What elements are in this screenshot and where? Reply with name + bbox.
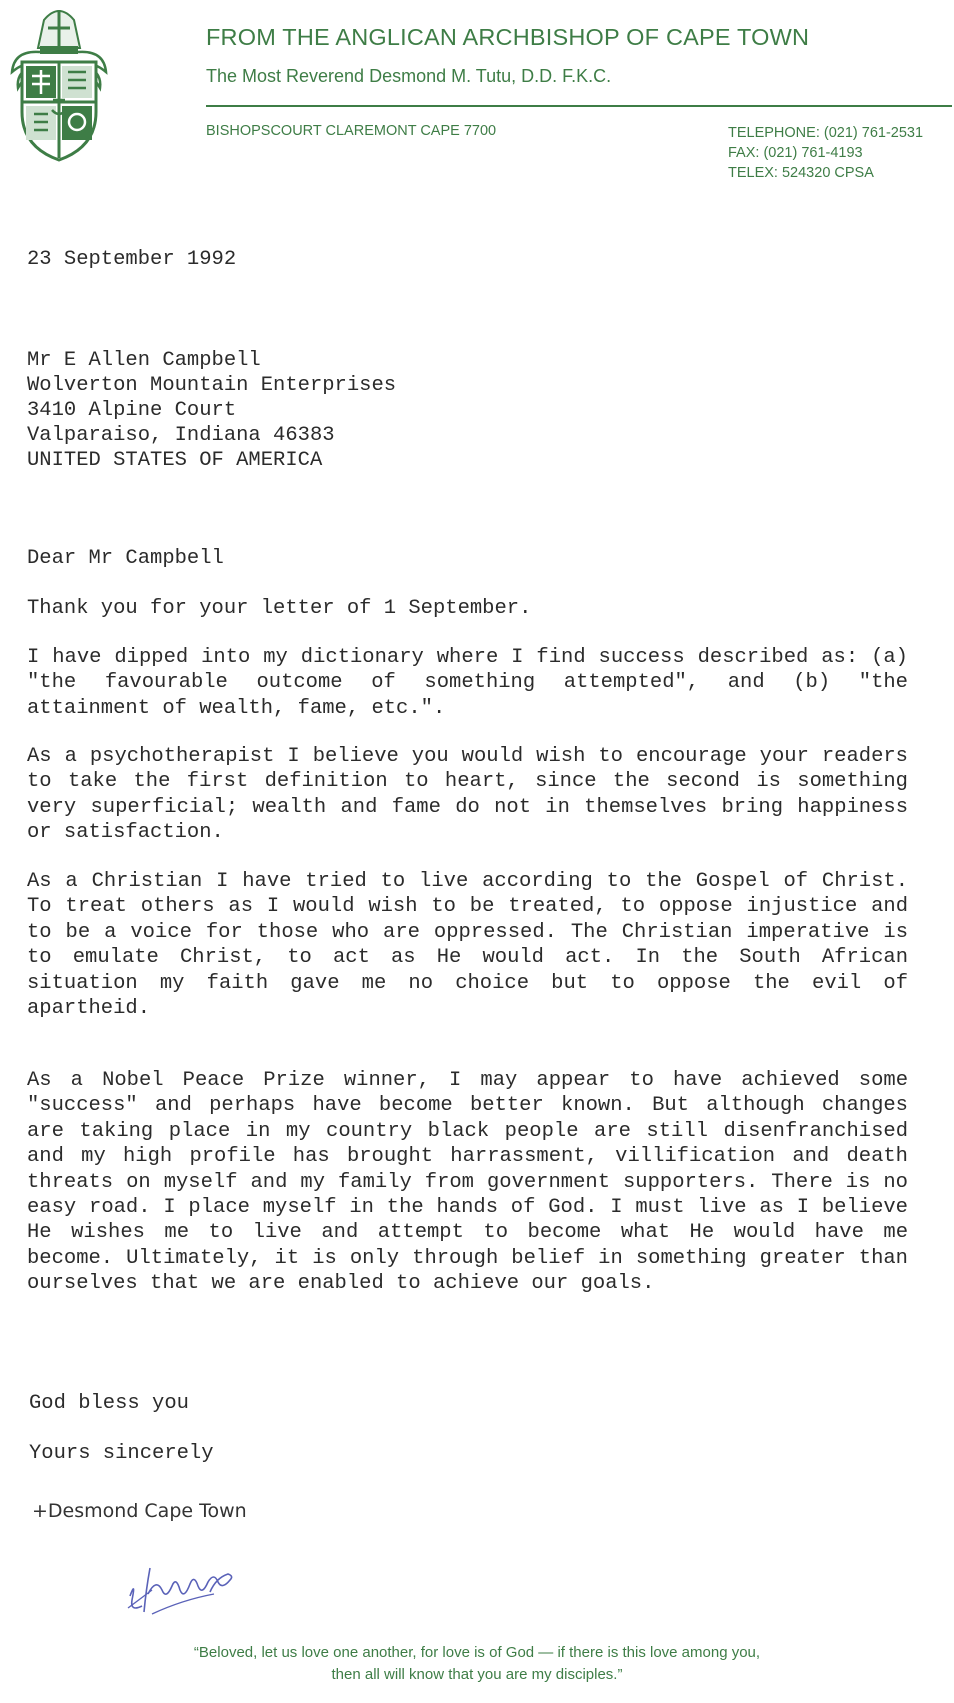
letterhead-title: FROM THE ANGLICAN ARCHBISHOP OF CAPE TOWN — [206, 24, 810, 50]
body-paragraph: As a Christian I have tried to live according to the Gospel of Christ. To treat others as I would wish to be treated, to oppose injustice and to be a voice for those who are oppressed. The Christian imperative is to emulate Christ, to act as He would act. In the South African situation my faith gave me no choice but to oppose the evil of apartheid. — [27, 870, 908, 1021]
closing: Yours sincerely — [29, 1442, 214, 1465]
recipient-line: 3410 Alpine Court — [27, 399, 237, 422]
recipient-line: UNITED STATES OF AMERICA — [27, 449, 323, 472]
footer-line: “Beloved, let us love one another, for love is of God — if there is this love among you, — [193, 1644, 761, 1661]
recipient-address — [27, 348, 396, 473]
letter-date: 23 September 1992 — [27, 248, 237, 271]
blessing: God bless you — [29, 1392, 189, 1415]
handwritten-signature-icon — [122, 1550, 242, 1620]
recipient-line: Mr E Allen Campbell — [27, 349, 261, 372]
body-paragraph: I have dipped into my dictionary where I find success described as: (a) "the favourable outcome of something attempted", and (b) "the attainment of wealth, fame, etc.". — [27, 646, 908, 720]
coat-of-arms-icon — [4, 2, 114, 164]
letterhead-subtitle: The Most Reverend Desmond M. Tutu, D.D. F.K.C. — [206, 66, 612, 86]
recipient-line: Wolverton Mountain Enterprises — [27, 374, 397, 397]
recipient-line: Valparaiso, Indiana 46383 — [27, 424, 335, 447]
footer-scripture — [0, 1642, 954, 1686]
footer-line: then all will know that you are my disciples.” — [331, 1666, 623, 1683]
letterhead-divider — [206, 105, 952, 107]
body-paragraph: Thank you for your letter of 1 September. — [27, 597, 532, 620]
letterhead-address: BISHOPSCOURT CLAREMONT CAPE 7700 — [206, 123, 497, 139]
telephone-number: TELEPHONE: (021) 761-2531 — [728, 125, 924, 141]
body-paragraph: As a Nobel Peace Prize winner, I may appear to have achieved some "success" and perhaps have become better known. But although changes are taking place in my country black people are still disenfranchised and my high profile has brought harrassment, villification and death threats on myself and my family from government supporters. There is no easy road. I place myself in the hands of God. I must live as I believe He wishes me to live and attempt to become what He would have me become. Ultimately, it is only through belief in something greater than ourselves that we are enabled to achieve our goals. — [27, 1069, 908, 1296]
signatory-name: +Desmond Cape Town — [32, 1500, 247, 1522]
salutation: Dear Mr Campbell — [27, 547, 224, 570]
fax-number: FAX: (021) 761-4193 — [728, 145, 863, 161]
body-paragraph: As a psychotherapist I believe you would wish to encourage your readers to take the first definition to heart, since the second is something very superficial; wealth and fame do not in themselves bring happiness or satisfaction. — [27, 745, 908, 845]
letterhead-contact — [728, 123, 923, 183]
telex-number: TELEX: 524320 CPSA — [728, 165, 874, 181]
